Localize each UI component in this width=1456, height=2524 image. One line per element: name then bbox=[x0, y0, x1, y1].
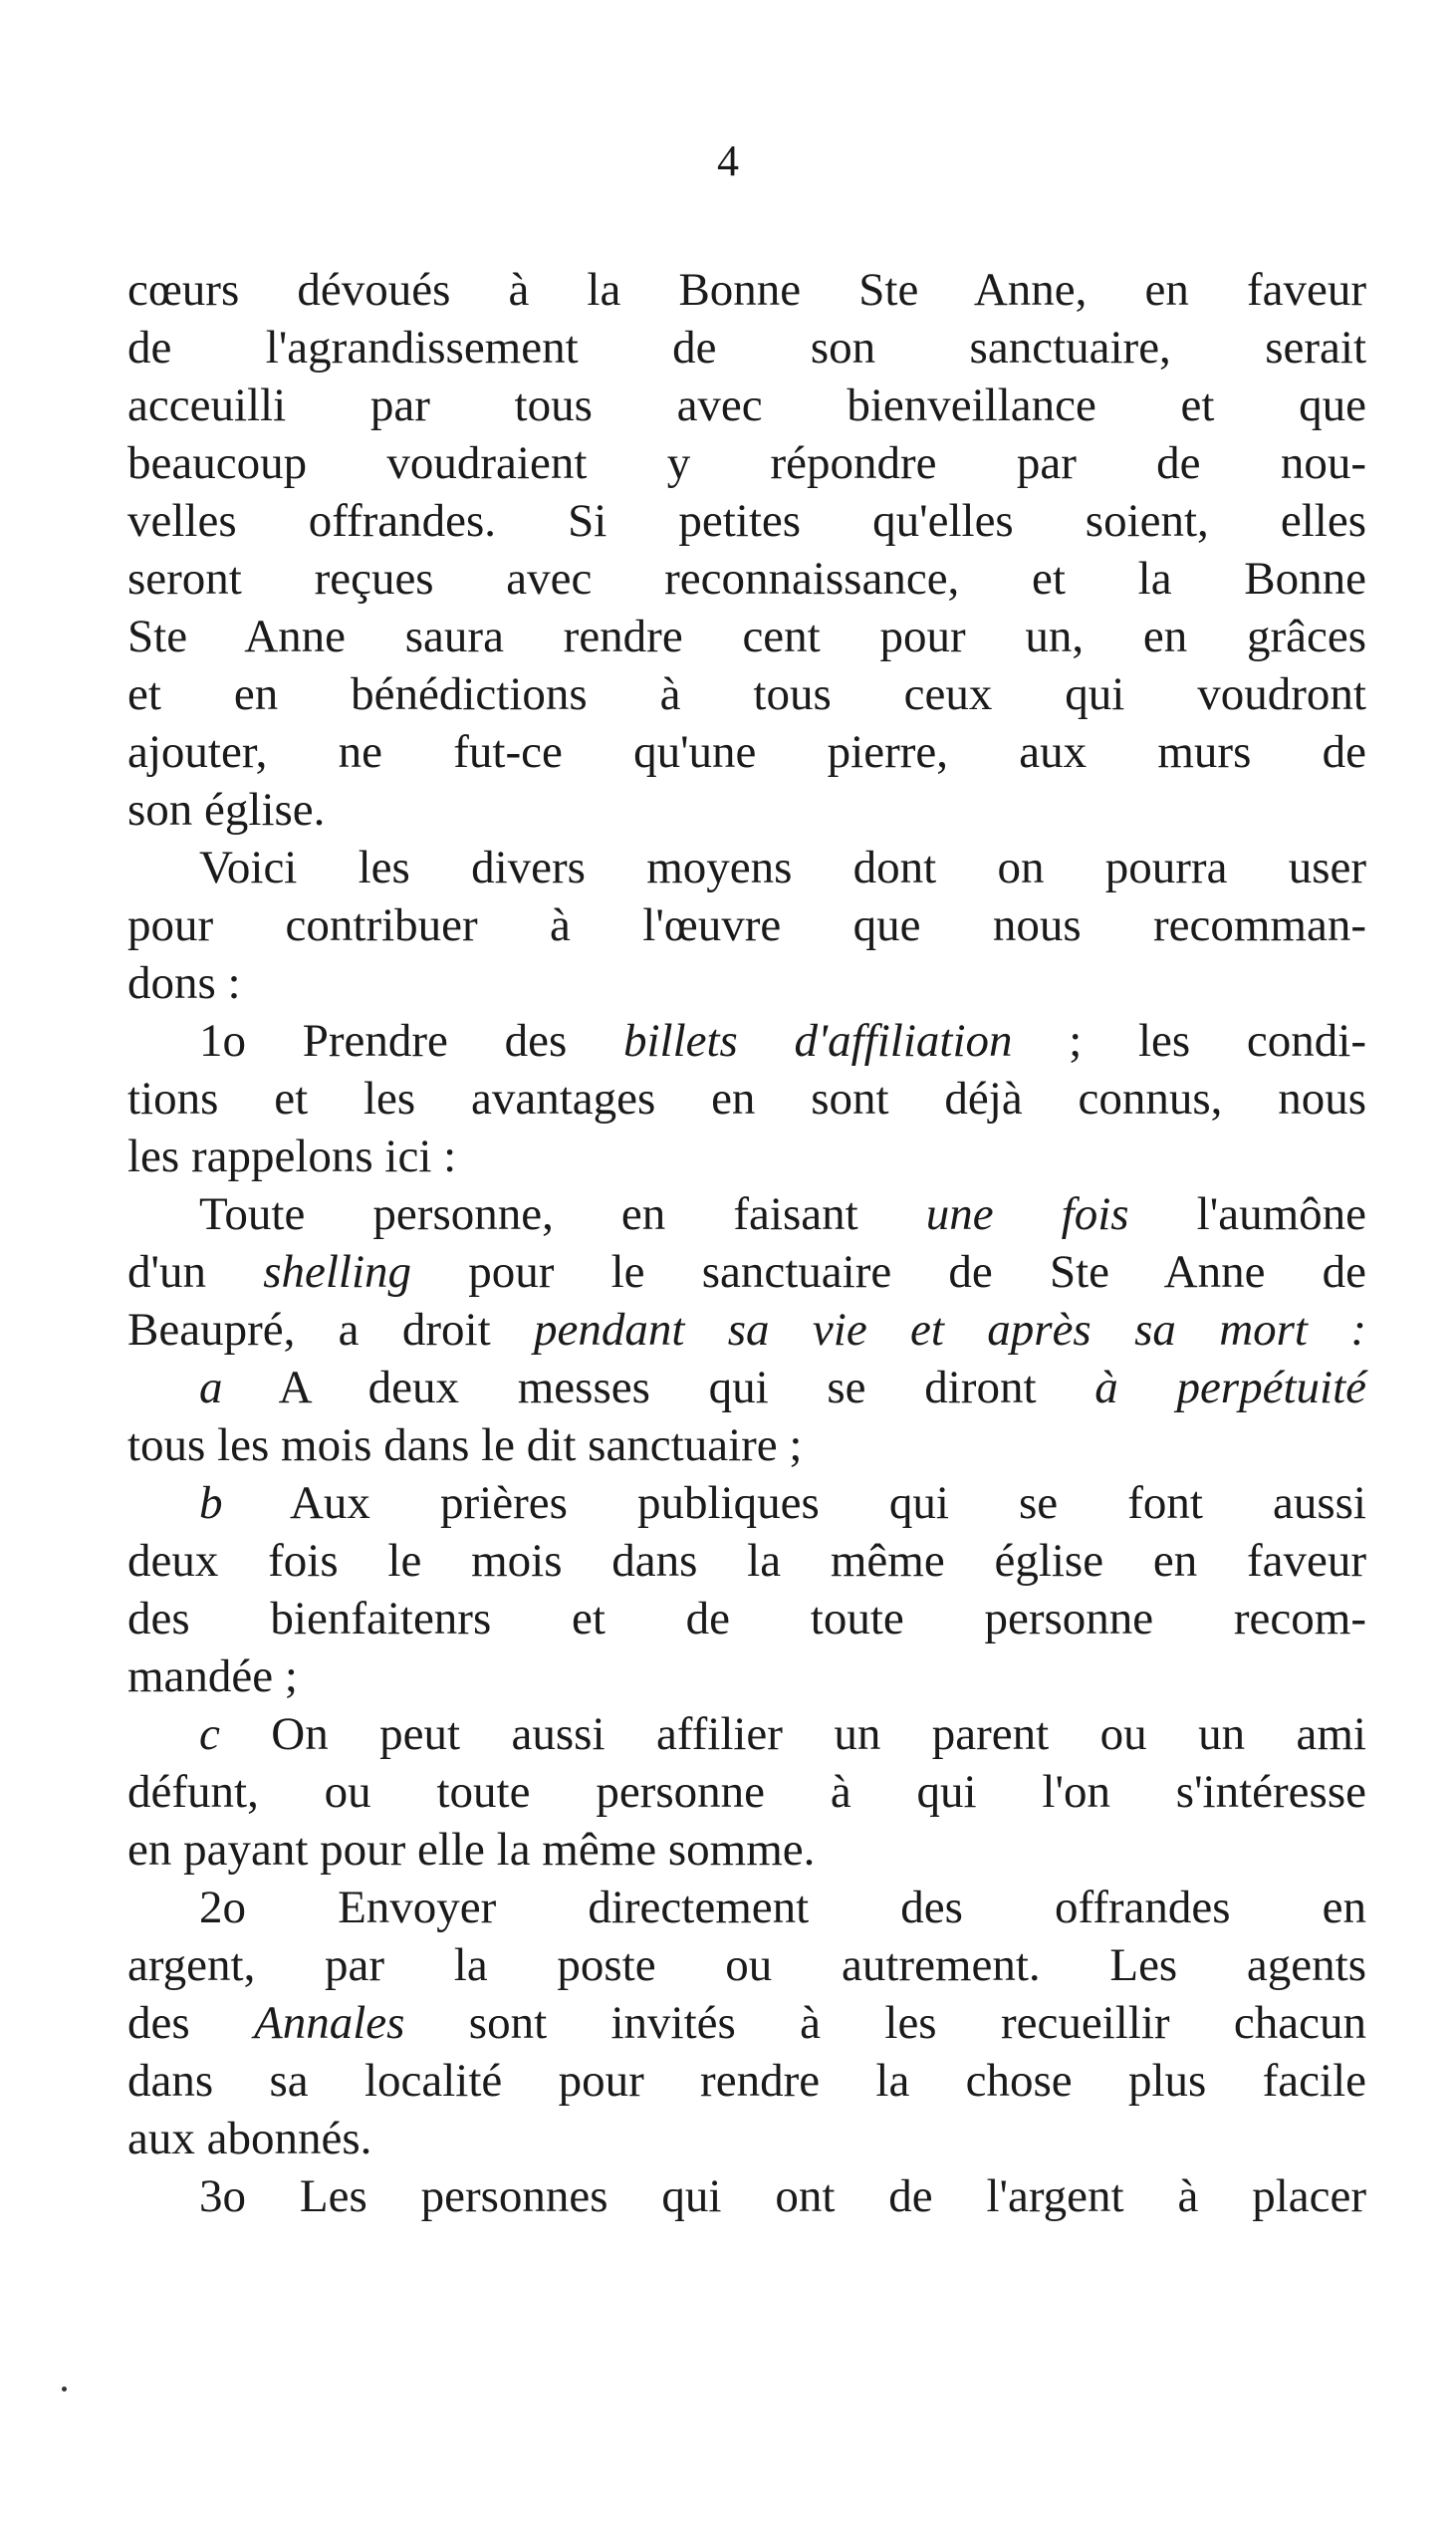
text-line: argent, par la poste ou autrement. Les agents bbox=[127, 1939, 1366, 1991]
print-speck bbox=[62, 2387, 67, 2392]
text-line: seront reçues avec reconnaissance, et la Bonne bbox=[127, 553, 1366, 605]
text-line: tions et les avantages en sont déjà connus, nous bbox=[127, 1073, 1366, 1125]
text-line: pour contribuer à l'œuvre que nous recomman- bbox=[127, 899, 1366, 951]
text-span: On peut aussi affilier un parent ou un ami bbox=[219, 1708, 1366, 1760]
text-span: pour le sanctuaire de Ste Anne de bbox=[411, 1246, 1367, 1298]
text-span: A deux messes qui se diront bbox=[222, 1362, 1095, 1413]
text-line: 3o Les personnes qui ont de l'argent à placer bbox=[199, 2170, 1366, 2222]
text-line: aux abonnés. bbox=[127, 2113, 372, 2164]
italic-span: shelling bbox=[263, 1246, 412, 1298]
text-line: dans sa localité pour rendre la chose plus facile bbox=[127, 2055, 1366, 2107]
text-line bbox=[127, 1185, 1366, 1243]
text-line bbox=[127, 1301, 1366, 1359]
italic-span: une fois bbox=[925, 1188, 1129, 1240]
text-line: de l'agrandissement de son sanctuaire, serait bbox=[127, 322, 1366, 374]
text-line: cœurs dévoués à la Bonne Ste Anne, en faveur bbox=[127, 264, 1366, 316]
text-span: d'un bbox=[127, 1246, 264, 1298]
text-line: son église. bbox=[127, 784, 326, 836]
text-line: mandée ; bbox=[127, 1650, 298, 1702]
text-span: 1o Prendre des bbox=[199, 1015, 623, 1067]
text-line bbox=[127, 1994, 1366, 2052]
text-span: Toute personne, en faisant bbox=[199, 1188, 926, 1240]
text-line bbox=[127, 1705, 1366, 1763]
body-text bbox=[127, 261, 1366, 2225]
text-line bbox=[127, 1474, 1366, 1532]
italic-span: billets d'affiliation bbox=[622, 1015, 1013, 1067]
text-line: des bienfaitenrs et de toute personne recom- bbox=[127, 1593, 1366, 1644]
text-line: velles offrandes. Si petites qu'elles soient, elles bbox=[127, 495, 1366, 547]
text-line: les rappelons ici : bbox=[127, 1131, 457, 1182]
text-span: Beaupré, a droit bbox=[127, 1304, 534, 1356]
italic-span: Annales bbox=[254, 1997, 405, 2049]
text-span: des bbox=[127, 1997, 255, 2049]
text-line: deux fois le mois dans la même église en faveur bbox=[127, 1535, 1366, 1587]
text-line bbox=[127, 1243, 1366, 1301]
italic-span: b bbox=[199, 1477, 223, 1529]
italic-span: a bbox=[199, 1362, 223, 1413]
text-line bbox=[127, 1359, 1366, 1416]
italic-span: c bbox=[199, 1708, 220, 1760]
text-line: défunt, ou toute personne à qui l'on s'intéresse bbox=[127, 1766, 1366, 1818]
italic-span: pendant sa vie et après sa mort : bbox=[534, 1304, 1366, 1356]
page-number: 4 bbox=[717, 136, 739, 185]
text-line: Ste Anne saura rendre cent pour un, en grâces bbox=[127, 611, 1366, 662]
text-line: en payant pour elle la même somme. bbox=[127, 1824, 816, 1876]
text-span: Aux prières publiques qui se font aussi bbox=[222, 1477, 1366, 1529]
text-line: acceuilli par tous avec bienveillance et que bbox=[127, 379, 1366, 431]
text-line bbox=[127, 1012, 1366, 1070]
text-line: et en bénédictions à tous ceux qui voudront bbox=[127, 668, 1366, 720]
text-line: dons : bbox=[127, 957, 241, 1009]
italic-span: à perpétuité bbox=[1094, 1362, 1366, 1413]
text-span: ; les condi- bbox=[1012, 1015, 1366, 1067]
text-line: Voici les divers moyens dont on pourra user bbox=[199, 842, 1366, 893]
text-line: tous les mois dans le dit sanctuaire ; bbox=[127, 1419, 803, 1471]
text-line: beaucoup voudraient y répondre par de nou- bbox=[127, 437, 1366, 489]
text-span: l'aumône bbox=[1128, 1188, 1366, 1240]
text-span: sont invités à les recueillir chacun bbox=[404, 1997, 1366, 2049]
text-line: 2o Envoyer directement des offrandes en bbox=[199, 1882, 1366, 1933]
text-line: ajouter, ne fut-ce qu'une pierre, aux murs de bbox=[127, 726, 1366, 778]
